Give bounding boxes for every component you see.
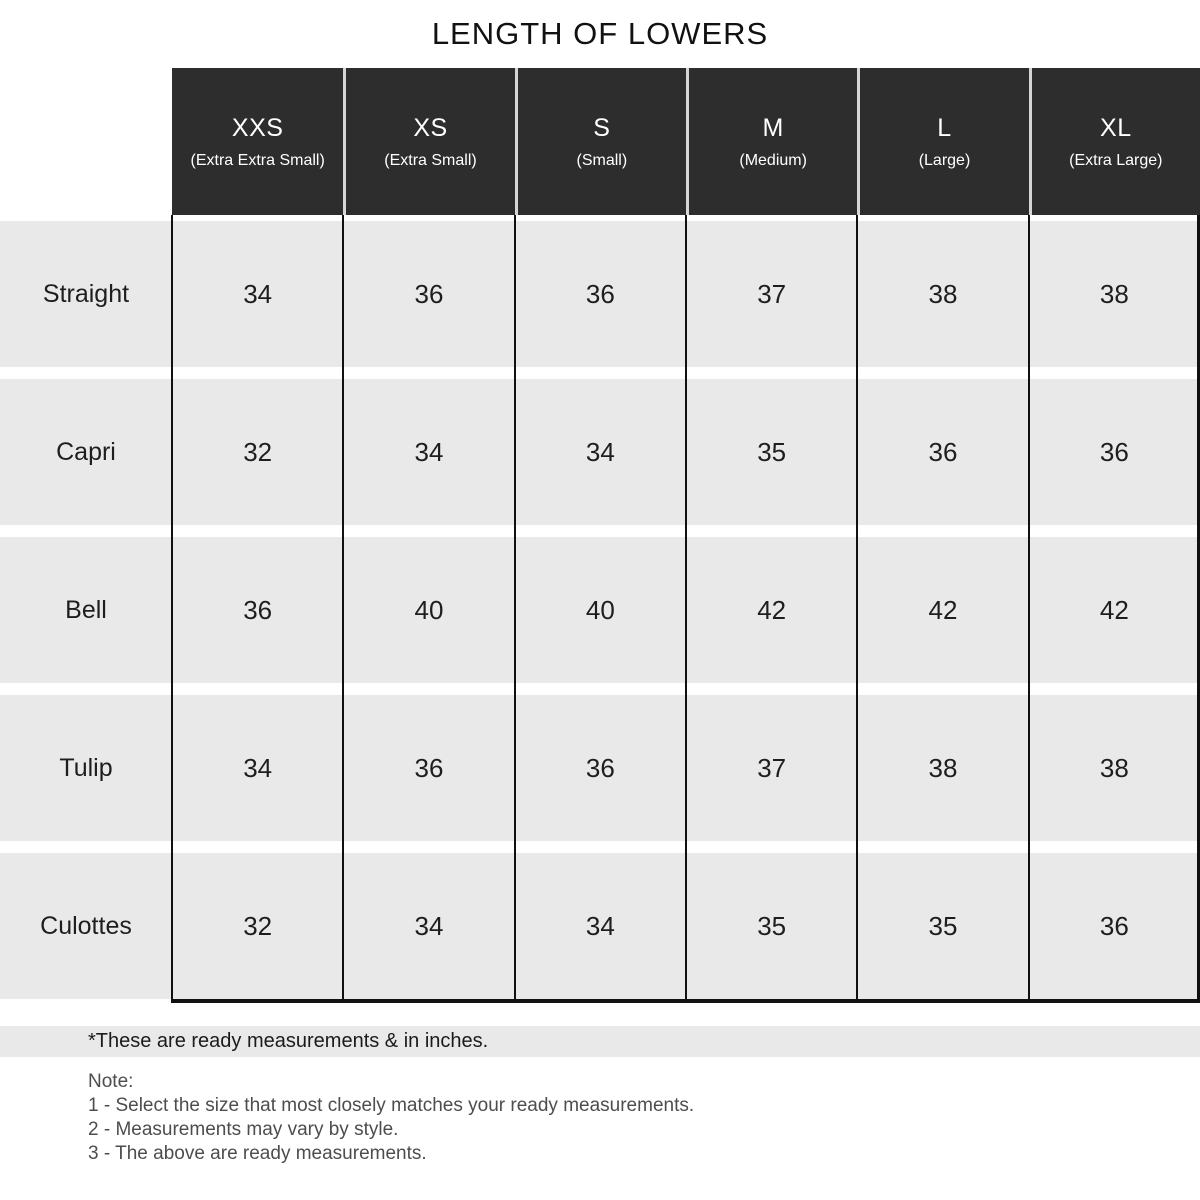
size-code: XXS — [231, 113, 284, 142]
measurement-cell: 38 — [1029, 695, 1200, 841]
table-row-capri — [0, 379, 1200, 525]
row-label: Tulip — [0, 695, 172, 841]
measurement-cell: 42 — [686, 537, 857, 683]
measurement-cell: 40 — [515, 537, 686, 683]
size-code: XS — [413, 113, 448, 142]
header-corner-cell — [0, 68, 172, 215]
size-code: M — [762, 113, 784, 142]
measurement-cell: 36 — [1029, 379, 1200, 525]
measurement-cell: 37 — [686, 695, 857, 841]
measurement-cell: 40 — [343, 537, 514, 683]
size-code: L — [937, 113, 952, 142]
note-item: 3 - The above are ready measurements. — [88, 1143, 427, 1164]
measurement-cell: 35 — [686, 853, 857, 999]
page-title: LENGTH OF LOWERS — [431, 16, 769, 51]
measurement-cell: 37 — [686, 221, 857, 367]
measurement-cell: 36 — [343, 221, 514, 367]
row-label: Bell — [0, 537, 172, 683]
header-cell-s — [515, 68, 686, 215]
measurement-cell: 36 — [172, 537, 343, 683]
measurement-cell: 38 — [1029, 221, 1200, 367]
size-header-row — [0, 68, 1200, 215]
header-cell-xxs — [172, 68, 343, 215]
measurement-cell: 42 — [1029, 537, 1200, 683]
size-full-name: (Extra Small) — [384, 151, 477, 169]
measurement-cell: 36 — [343, 695, 514, 841]
size-full-name: (Large) — [918, 151, 971, 169]
header-cell-xl — [1029, 68, 1200, 215]
measurement-cell: 36 — [857, 379, 1028, 525]
measurement-cell: 32 — [172, 379, 343, 525]
measurement-cell: 34 — [172, 695, 343, 841]
footnote-band — [0, 1026, 1200, 1057]
note-heading: Note: — [88, 1071, 134, 1092]
measurement-cell: 34 — [343, 379, 514, 525]
size-full-name: (Small) — [576, 151, 628, 169]
table-row-tulip — [0, 695, 1200, 841]
size-code: S — [593, 113, 611, 142]
measurement-cell: 35 — [857, 853, 1028, 999]
measurement-cell: 34 — [343, 853, 514, 999]
measurement-cell: 36 — [515, 695, 686, 841]
header-cell-l — [857, 68, 1028, 215]
measurement-cell: 35 — [686, 379, 857, 525]
table-row-culottes — [0, 853, 1200, 999]
measurement-cell: 38 — [857, 695, 1028, 841]
row-label: Straight — [0, 221, 172, 367]
table-row-bell — [0, 537, 1200, 683]
measurement-cell: 34 — [172, 221, 343, 367]
header-cell-xs — [343, 68, 514, 215]
table-bottom-border — [172, 999, 1200, 1003]
measurement-cell: 42 — [857, 537, 1028, 683]
measurement-cell: 34 — [515, 853, 686, 999]
row-label: Capri — [0, 379, 172, 525]
size-full-name: (Extra Extra Small) — [190, 151, 325, 169]
measurement-cell: 34 — [515, 379, 686, 525]
measurement-cell: 36 — [515, 221, 686, 367]
note-item: 2 - Measurements may vary by style. — [88, 1119, 399, 1140]
note-item: 1 - Select the size that most closely matches your ready measurements. — [88, 1095, 695, 1116]
measurement-cell: 32 — [172, 853, 343, 999]
notes-block — [88, 1070, 1200, 1166]
table-row-straight — [0, 221, 1200, 367]
measurement-cell: 36 — [1029, 853, 1200, 999]
size-full-name: (Extra Large) — [1069, 151, 1163, 169]
row-label: Culottes — [0, 853, 172, 999]
size-code: XL — [1100, 113, 1132, 142]
size-full-name: (Medium) — [739, 151, 807, 169]
footnote-text: *These are ready measurements & in inches. — [88, 1030, 489, 1052]
measurement-cell: 38 — [857, 221, 1028, 367]
header-cell-m — [686, 68, 857, 215]
